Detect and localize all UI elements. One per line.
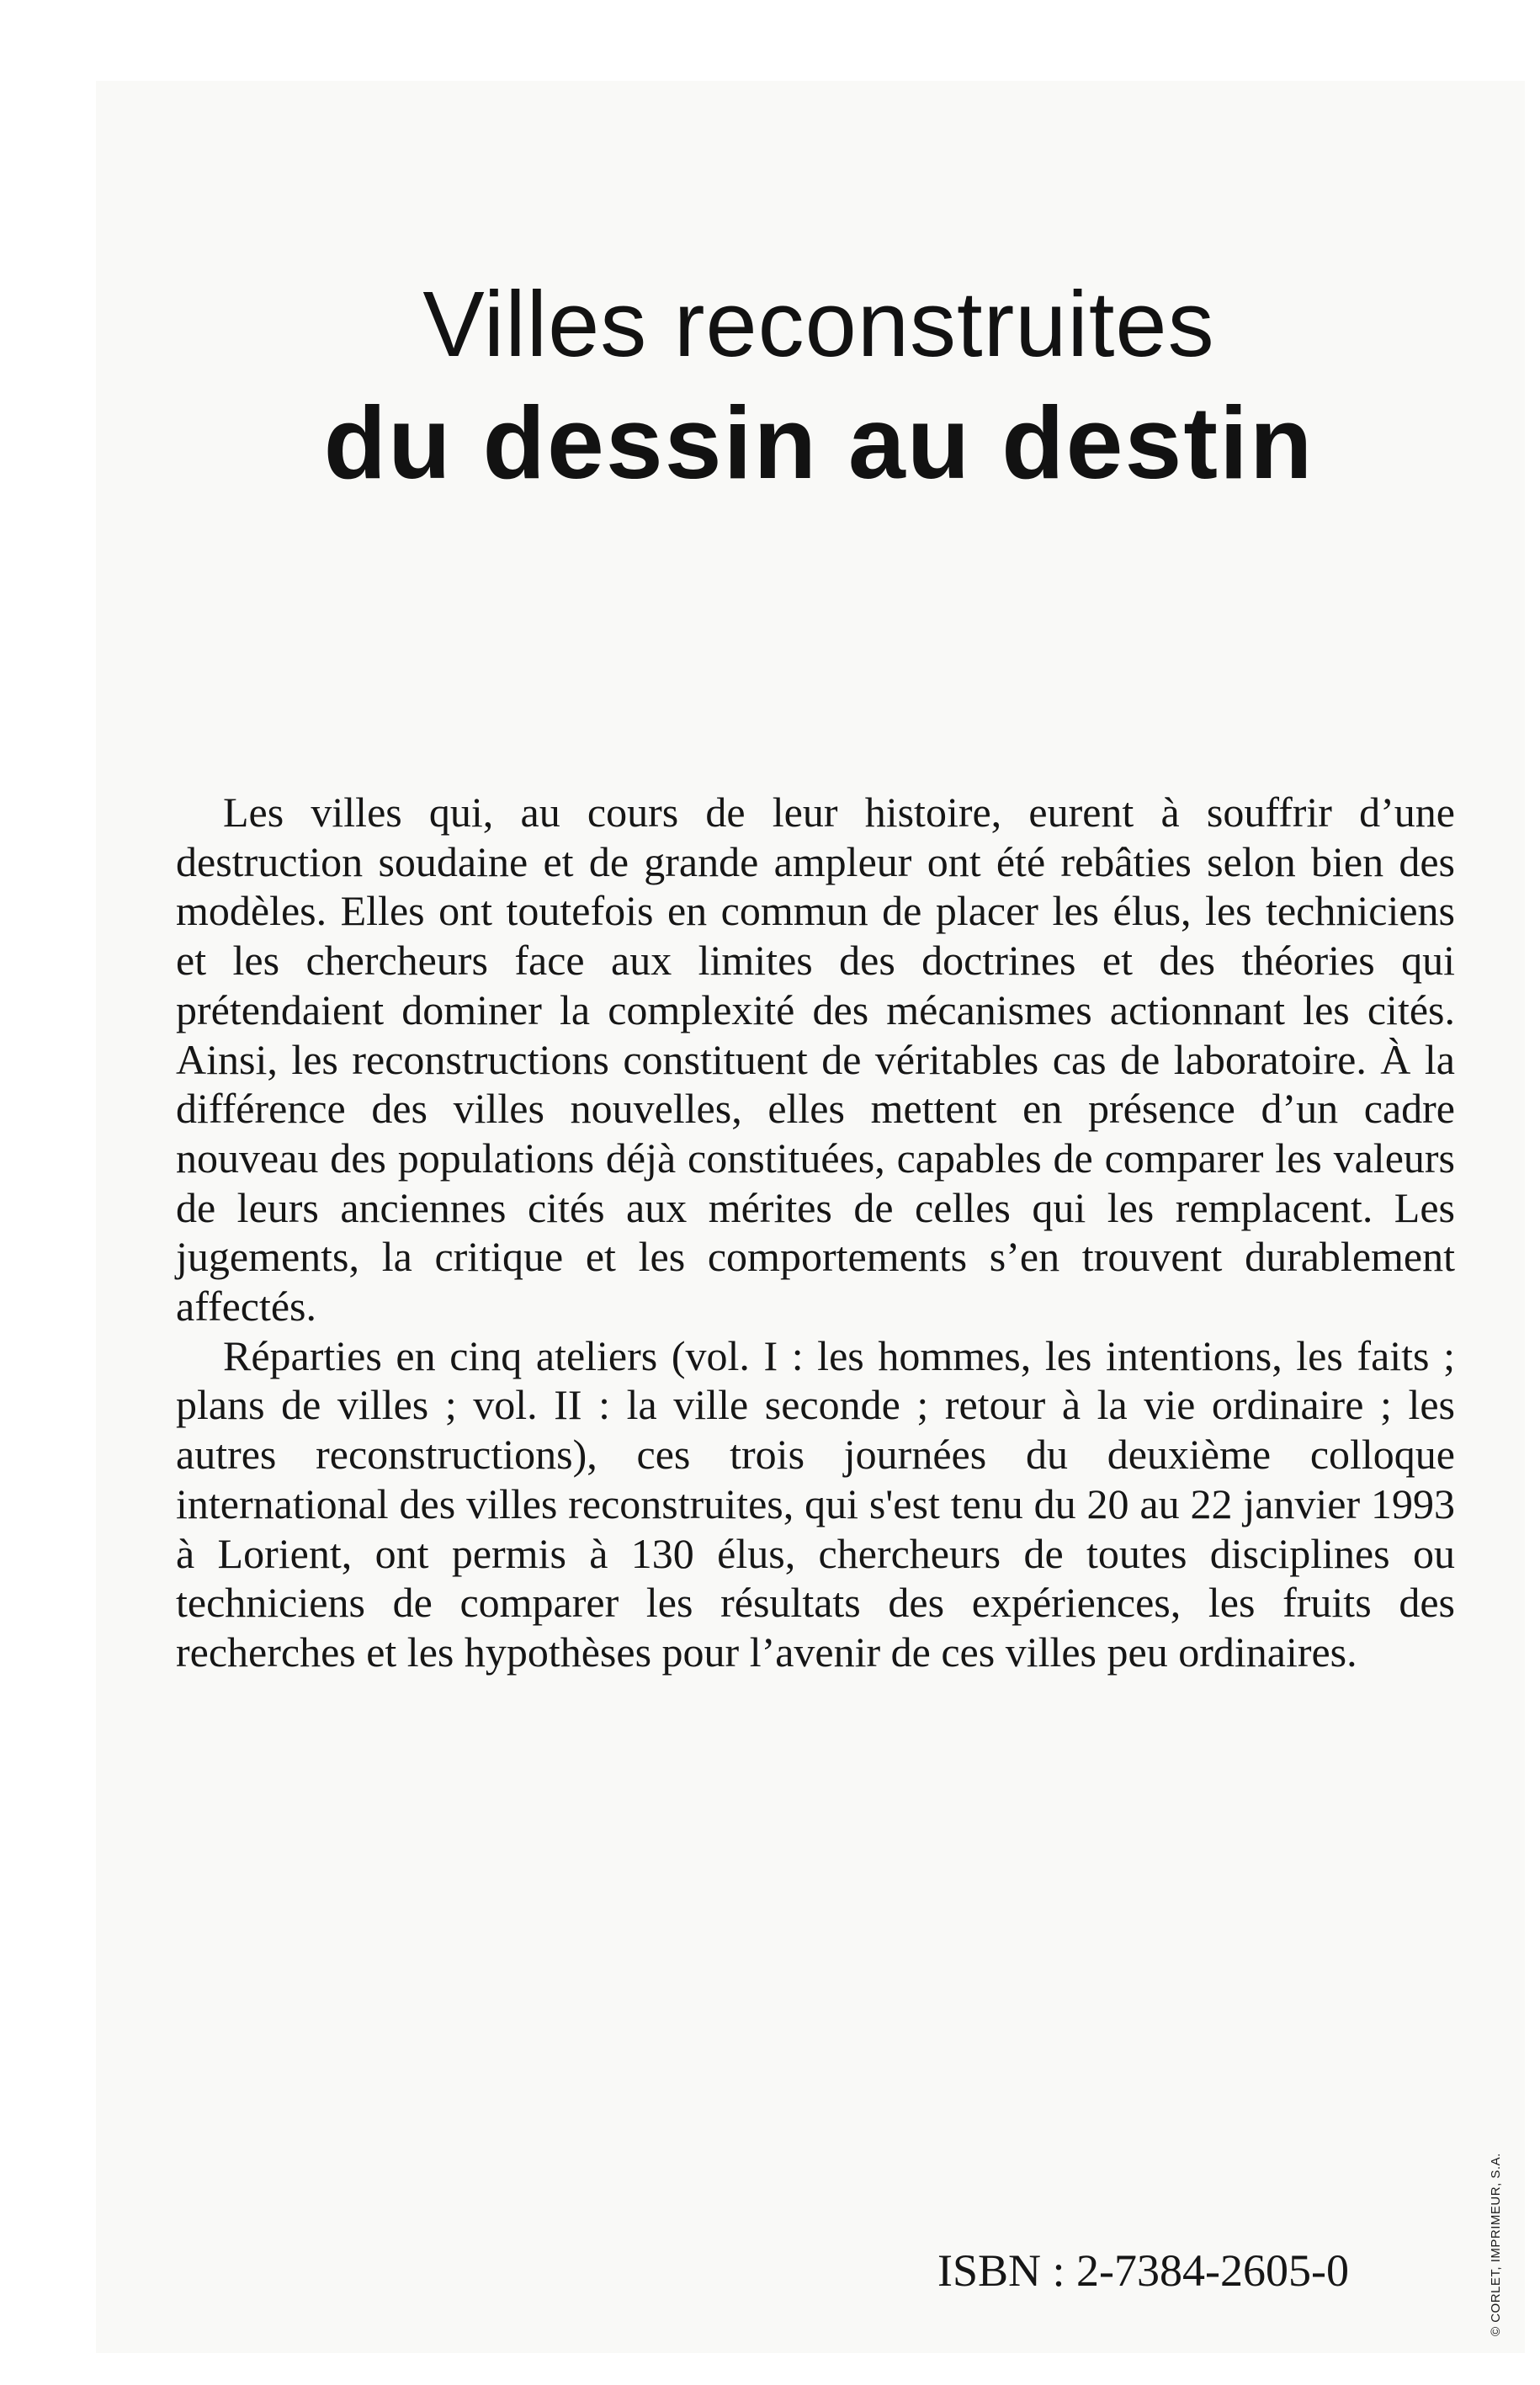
isbn-number: ISBN : 2-7384-2605-0: [937, 2245, 1349, 2296]
printer-credit: © CORLET, IMPRIMEUR, S.A.: [1489, 2153, 1503, 2336]
back-cover-page: [96, 81, 1525, 2353]
blurb-paragraph-1: Les villes qui, au cours de leur histoire, eurent à souffrir d’une destruction soudaine et de grande ampleur ont été rebâties selon bien des modèles. Elles ont toutefois en commun de placer les élus, les techniciens et les chercheurs face aux limites des doctrines et des théories qui prétendaient dominer la complexité des mécanismes actionnant les cités. Ainsi, les reconstructions constituent de véritables cas de laboratoire. À la différence des villes nouvelles, elles mettent en présence d’un cadre nouveau des populations déjà constituées, capables de comparer les valeurs de leurs anciennes cités aux mérites de celles qui les remplacent. Les jugements, la critique et les comportements s’en trouvent durablement affectés.: [176, 789, 1455, 1331]
title-subtitle: du dessin au destin: [323, 385, 1314, 500]
book-title: [96, 270, 1525, 506]
blurb-text: [176, 788, 1455, 1677]
title-main: Villes reconstruites: [422, 273, 1215, 376]
blurb-paragraph-2: Réparties en cinq ateliers (vol. I : les hommes, les intentions, les faits ; plans de villes ; vol. II : la ville seconde ; retour à la vie ordinaire ; les autres reconstructions), ces trois journées du deuxième colloque international des villes reconstruites, qui s'est tenu du 20 au 22 janvier 1993 à Lorient, ont permis à 130 élus, chercheurs de toutes disciplines ou techniciens de comparer les résultats des expériences, les fruits des recherches et les hypothèses pour l’avenir de ces villes peu ordinaires.: [176, 1331, 1455, 1676]
